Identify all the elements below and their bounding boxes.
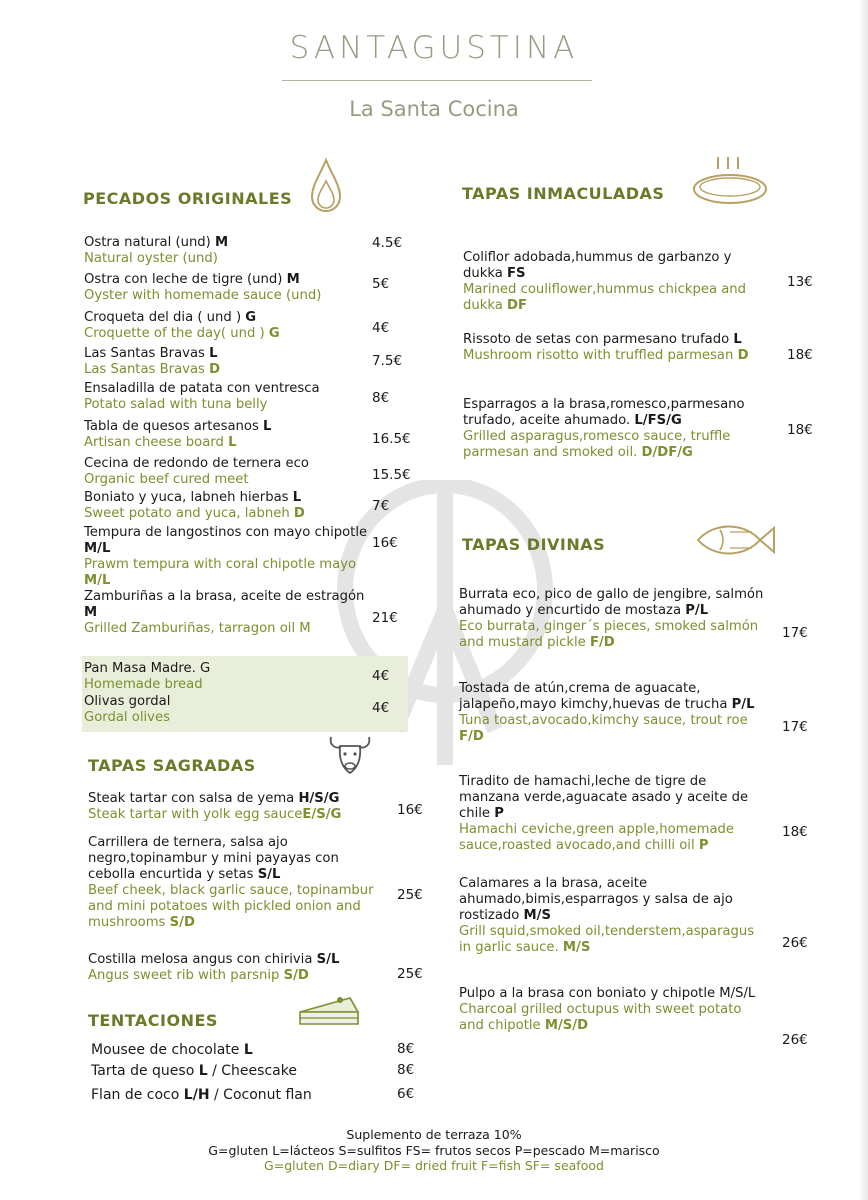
pecados-item xyxy=(84,419,374,451)
sagradas-item-name-text: Costilla melosa angus con chirivia xyxy=(88,952,317,967)
pecados-item-name-en xyxy=(84,506,374,522)
terrace-supplement: Suplemento de terraza 10% xyxy=(346,1127,522,1142)
pecados-item-price: 7.5€ xyxy=(372,353,403,369)
sagradas-item-allergens-en: S/D xyxy=(169,915,195,930)
tentaciones-item-translation: / Coconut flan xyxy=(209,1087,312,1103)
pecados-item-name-es xyxy=(84,381,374,397)
extras-item-price: 4€ xyxy=(372,668,390,684)
tentaciones-item-name: Flan de coco xyxy=(91,1087,184,1103)
divinas-item-allergens-en: M/S xyxy=(562,940,591,955)
pecados-item xyxy=(84,381,374,413)
pecados-item xyxy=(84,272,374,304)
divinas-item-name-text: Pulpo a la brasa con boniato y chipotle M/S/L xyxy=(459,986,756,1001)
divinas-item-translation-text: Eco burrata, ginger´s pieces, smoked salmón and mustard pickle xyxy=(459,619,759,650)
section-title-tentaciones: TENTACIONES xyxy=(88,1011,218,1030)
pecados-item-name-es xyxy=(84,490,374,506)
sagradas-item-name-en xyxy=(88,883,383,931)
divinas-item-price: 26€ xyxy=(782,1032,808,1048)
pecados-item-price: 4.5€ xyxy=(372,235,403,251)
pecados-item-name-en xyxy=(84,472,374,488)
inmaculadas-item-name-es xyxy=(463,250,773,282)
pecados-item xyxy=(84,310,374,342)
sagradas-item xyxy=(88,952,383,984)
divinas-item-allergens-en: F/D xyxy=(589,635,615,650)
pecados-item-translation-text: Natural oyster (und) xyxy=(84,251,218,266)
pecados-item-allergens-en: M/L xyxy=(84,573,111,588)
inmaculadas-item-name-es xyxy=(463,397,773,429)
inmaculadas-item-name-text: Coliflor adobada,hummus de garbanzo y dukka xyxy=(463,250,732,281)
divinas-item-name-es xyxy=(459,986,769,1002)
cake-icon xyxy=(296,990,362,1030)
divinas-item-allergens: P/L xyxy=(685,603,709,618)
pecados-item-allergens-en: D xyxy=(293,506,305,521)
divinas-item-name-text: Tiradito de hamachi,leche de tigre de manzana verde,aguacate asado y aceite de chile xyxy=(459,774,749,821)
divinas-item-name-en xyxy=(459,619,769,651)
pecados-item-name-en xyxy=(84,288,374,304)
pecados-item-name-en xyxy=(84,435,374,451)
pecados-item-name-es xyxy=(84,346,374,362)
pecados-item-allergens: L xyxy=(263,419,272,434)
pecados-item-name-text: Cecina de redondo de ternera eco xyxy=(84,456,309,471)
sagradas-item-allergens: S/L xyxy=(257,867,281,882)
pecados-item-price: 21€ xyxy=(372,610,398,626)
divinas-item-allergens: P/L xyxy=(731,697,755,712)
pecados-item-name-en xyxy=(84,621,374,637)
tentaciones-item-translation: / Cheescake xyxy=(207,1063,297,1079)
sagradas-item-name-es xyxy=(88,952,383,968)
inmaculadas-item-translation-text: Mushroom risotto with truffled parmesan xyxy=(463,348,738,363)
extras-item xyxy=(84,694,364,726)
pecados-item-allergens: M/L xyxy=(84,541,111,556)
drop-icon xyxy=(308,157,344,215)
divinas-item-price: 26€ xyxy=(782,935,808,951)
pecados-item-allergens: M xyxy=(286,272,300,287)
section-title-inmaculadas: TAPAS INMACULADAS xyxy=(462,184,665,203)
brand-subtitle: La Santa Cocina xyxy=(349,97,519,121)
tentaciones-item xyxy=(91,1087,391,1103)
divinas-item-name-en xyxy=(459,713,769,745)
pecados-item xyxy=(84,525,374,589)
pecados-item-translation-text: Croquette of the day( und ) xyxy=(84,326,269,341)
pecados-item-price: 7€ xyxy=(372,498,390,514)
allergen-legend-es: G=gluten L=lácteos S=sulfitos FS= frutos secos P=pescado M=marisco xyxy=(208,1143,660,1158)
divinas-item-price: 17€ xyxy=(782,625,808,641)
pecados-item-price: 4€ xyxy=(372,320,390,336)
pecados-item xyxy=(84,346,374,378)
pecados-item-name-text: Zamburiñas a la brasa, aceite de estragón xyxy=(84,589,365,604)
extras-item-price: 4€ xyxy=(372,700,390,716)
inmaculadas-item-price: 18€ xyxy=(787,347,813,363)
inmaculadas-item-allergens: L xyxy=(733,332,742,347)
pecados-item-name-en xyxy=(84,326,374,342)
pecados-item-name-text: Tempura de langostinos con mayo chipotle xyxy=(84,525,368,540)
brand-divider xyxy=(282,80,592,81)
pecados-item-allergens: G xyxy=(245,310,257,325)
inmaculadas-item-name-text: Rissoto de setas con parmesano trufado xyxy=(463,332,734,347)
inmaculadas-item-translation-text: Marined couliflower,hummus chickpea and dukka xyxy=(463,282,747,313)
pecados-item-allergens: L xyxy=(209,346,218,361)
sagradas-item-allergens: S/L xyxy=(316,952,340,967)
tentaciones-item-name: Mousee de chocolate xyxy=(91,1042,244,1058)
tentaciones-item-name: Tarta de queso xyxy=(91,1063,199,1079)
pecados-item-translation-text: Prawm tempura with coral chipotle mayo xyxy=(84,557,357,572)
divinas-item-allergens-en: P xyxy=(698,838,709,853)
inmaculadas-item-price: 13€ xyxy=(787,274,813,290)
tentaciones-item-price: 6€ xyxy=(397,1086,415,1102)
sagradas-item xyxy=(88,835,383,931)
pecados-item-name-es xyxy=(84,525,374,557)
tentaciones-item-allergens: L xyxy=(198,1063,208,1079)
inmaculadas-item-allergens: FS xyxy=(507,266,526,281)
divinas-item-name-es xyxy=(459,876,769,924)
divinas-item-name-text: Burrata eco, pico de gallo de jengibre, salmón ahumado y encurtido de mostaza xyxy=(459,587,764,618)
pecados-item-price: 16€ xyxy=(372,535,398,551)
divinas-item-translation-text: Grill squid,smoked oil,tenderstem,asparagus in garlic sauce. xyxy=(459,924,755,955)
sagradas-item xyxy=(88,791,383,823)
divinas-item-allergens: M/S xyxy=(523,908,551,923)
divinas-item-allergens-en: M/S/D xyxy=(544,1018,589,1033)
pecados-item-name-en xyxy=(84,397,374,413)
divinas-item-name-en xyxy=(459,1002,769,1034)
pecados-item-price: 16.5€ xyxy=(372,431,411,447)
tentaciones-item-price: 8€ xyxy=(397,1062,415,1078)
sagradas-item-price: 25€ xyxy=(397,966,423,982)
sagradas-item-translation-text: Beef cheek, black garlic sauce, topinambur and mini potatoes with pickled onion and mushrooms xyxy=(88,883,374,930)
brand-title: SANTAGUSTINA xyxy=(289,30,579,66)
sagradas-item-allergens-en: S/D xyxy=(283,968,309,983)
extras-item-name-en: Homemade bread xyxy=(84,677,203,692)
pecados-item-name-es xyxy=(84,456,374,472)
pecados-item-name-es xyxy=(84,589,374,621)
sagradas-item-translation-text: Steak tartar with yolk egg sauce xyxy=(88,807,303,822)
sagradas-item-translation-text: Angus sweet rib with parsnip xyxy=(88,968,284,983)
sagradas-item-name-en xyxy=(88,968,383,984)
divinas-item-translation-text: Hamachi ceviche,green apple,homemade sauce,roasted avocado,and chilli oil xyxy=(459,822,735,853)
sagradas-item-name-en xyxy=(88,807,383,823)
sagradas-item-price: 16€ xyxy=(397,802,423,818)
fish-icon xyxy=(694,520,778,560)
inmaculadas-item-name-en xyxy=(463,348,773,364)
pecados-item-name-es xyxy=(84,419,374,435)
pecados-item-name-en xyxy=(84,557,374,589)
pecados-item-name-es xyxy=(84,310,374,326)
divinas-item xyxy=(459,876,769,956)
pecados-item-translation-text: Sweet potato and yuca, labneh xyxy=(84,506,294,521)
pecados-item-translation-text: Potato salad with tuna belly xyxy=(84,397,268,412)
pecados-item-allergens-en: G xyxy=(268,326,280,341)
pecados-item-name-en xyxy=(84,251,374,267)
inmaculadas-item-allergens-en: D xyxy=(737,348,749,363)
pecados-item-name-text: Croqueta del dia ( und ) xyxy=(84,310,246,325)
pecados-item-name-text: Boniato y yuca, labneh hierbas xyxy=(84,490,293,505)
inmaculadas-item-allergens-en: D/DF/G xyxy=(641,445,693,460)
divinas-item-name-text: Tostada de atún,crema de aguacate, jalapeño,mayo kimchy,huevas de trucha xyxy=(459,681,732,712)
extras-item xyxy=(84,661,364,693)
pecados-item-allergens: M xyxy=(215,235,229,250)
pecados-item xyxy=(84,490,374,522)
divinas-item-allergens: P xyxy=(494,806,504,821)
divinas-item-price: 17€ xyxy=(782,719,808,735)
inmaculadas-item xyxy=(463,332,773,364)
tentaciones-item-price: 8€ xyxy=(397,1041,415,1057)
pecados-item xyxy=(84,456,374,488)
divinas-item-name-en xyxy=(459,822,769,854)
inmaculadas-item-allergens: L/FS/G xyxy=(634,413,682,428)
pecados-item-name-text: Ensaladilla de patata con ventresca xyxy=(84,381,320,396)
inmaculadas-item-name-text: Esparragos a la brasa,romesco,parmesano trufado, aceite ahumado. xyxy=(463,397,745,428)
pecados-item-name-es xyxy=(84,272,374,288)
extras-item-name-es: Olivas gordal xyxy=(84,694,171,709)
divinas-item xyxy=(459,986,769,1034)
tentaciones-item xyxy=(91,1042,391,1058)
pecados-item-name-text: Ostra natural (und) xyxy=(84,235,216,250)
pecados-item xyxy=(84,589,374,637)
pecados-item-translation-text: Oyster with homemade sauce (und) xyxy=(84,288,322,303)
divinas-item xyxy=(459,681,769,745)
sagradas-item-allergens: H/S/G xyxy=(298,791,340,806)
pecados-item-allergens: L xyxy=(292,490,302,505)
pecados-item-allergens-en: D xyxy=(209,362,221,377)
inmaculadas-item xyxy=(463,250,773,314)
pecados-item-translation-text: Organic beef cured meet xyxy=(84,472,249,487)
divinas-item-name-en xyxy=(459,924,769,956)
tentaciones-item-allergens: L xyxy=(243,1042,253,1058)
inmaculadas-item-price: 18€ xyxy=(787,422,813,438)
page-edge xyxy=(858,0,868,1200)
divinas-item-name-es xyxy=(459,681,769,713)
pecados-item-price: 5€ xyxy=(372,276,390,292)
divinas-item xyxy=(459,587,769,651)
divinas-item-translation-text: Tuna toast,avocado,kimchy sauce, trout roe xyxy=(459,713,748,728)
extras-item-name-es: Pan Masa Madre. G xyxy=(84,661,211,676)
divinas-item-name-text: Calamares a la brasa, aceite ahumado,bimis,esparragos y salsa de ajo rostizado xyxy=(459,876,733,923)
pecados-item xyxy=(84,235,374,267)
pecados-item-name-text: Las Santas Bravas xyxy=(84,346,210,361)
bull-icon xyxy=(325,733,375,777)
pecados-item-price: 8€ xyxy=(372,390,390,406)
pecados-item-name-en xyxy=(84,362,374,378)
inmaculadas-item-allergens-en: DF xyxy=(507,298,528,313)
pecados-item-translation-text: Las Santas Bravas xyxy=(84,362,210,377)
inmaculadas-item-name-en xyxy=(463,429,773,461)
divinas-item-allergens-en: F/D xyxy=(459,729,484,744)
divinas-item xyxy=(459,774,769,854)
tentaciones-item xyxy=(91,1063,391,1079)
divinas-item-name-es xyxy=(459,587,769,619)
section-title-divinas: TAPAS DIVINAS xyxy=(462,535,606,554)
pecados-item-name-es xyxy=(84,235,374,251)
sagradas-item-name-text: Carrillera de ternera, salsa ajo negro,topinambur y mini payayas con cebolla encurtida y setas xyxy=(88,835,339,882)
tentaciones-item-allergens: L/H xyxy=(183,1087,210,1103)
pecados-item-price: 15.5€ xyxy=(372,467,411,483)
pan-icon xyxy=(690,153,770,208)
allergen-legend-en: G=gluten D=diary DF= dried fruit F=fish SF= seafood xyxy=(264,1158,604,1173)
sagradas-item-price: 25€ xyxy=(397,887,423,903)
section-title-pecados: PECADOS ORIGINALES xyxy=(83,189,293,208)
inmaculadas-item-name-es xyxy=(463,332,773,348)
inmaculadas-item xyxy=(463,397,773,461)
sagradas-item-name-es xyxy=(88,791,383,807)
divinas-item-translation-text: Charcoal grilled octupus with sweet potato and chipotle xyxy=(459,1002,742,1033)
inmaculadas-item-name-en xyxy=(463,282,773,314)
section-title-sagradas: TAPAS SAGRADAS xyxy=(88,756,256,775)
pecados-item-translation-text: Grilled Zamburiñas, tarragon oil M xyxy=(84,621,311,636)
pecados-item-name-text: Tabla de quesos artesanos xyxy=(84,419,264,434)
sagradas-item-name-text: Steak tartar con salsa de yema xyxy=(88,791,299,806)
pecados-item-allergens: M xyxy=(84,605,98,620)
extras-item-name-en: Gordal olives xyxy=(84,710,170,725)
inmaculadas-item-translation-text: Grilled asparagus,romesco sauce, truffle parmesan and smoked oil. xyxy=(463,429,731,460)
pecados-item-name-text: Ostra con leche de tigre (und) xyxy=(84,272,287,287)
divinas-item-price: 18€ xyxy=(782,824,808,840)
sagradas-item-allergens-en: E/S/G xyxy=(302,807,342,822)
sagradas-item-name-es xyxy=(88,835,383,883)
pecados-item-translation-text: Artisan cheese board xyxy=(84,435,229,450)
pecados-item-allergens-en: L xyxy=(228,435,237,450)
divinas-item-name-es xyxy=(459,774,769,822)
